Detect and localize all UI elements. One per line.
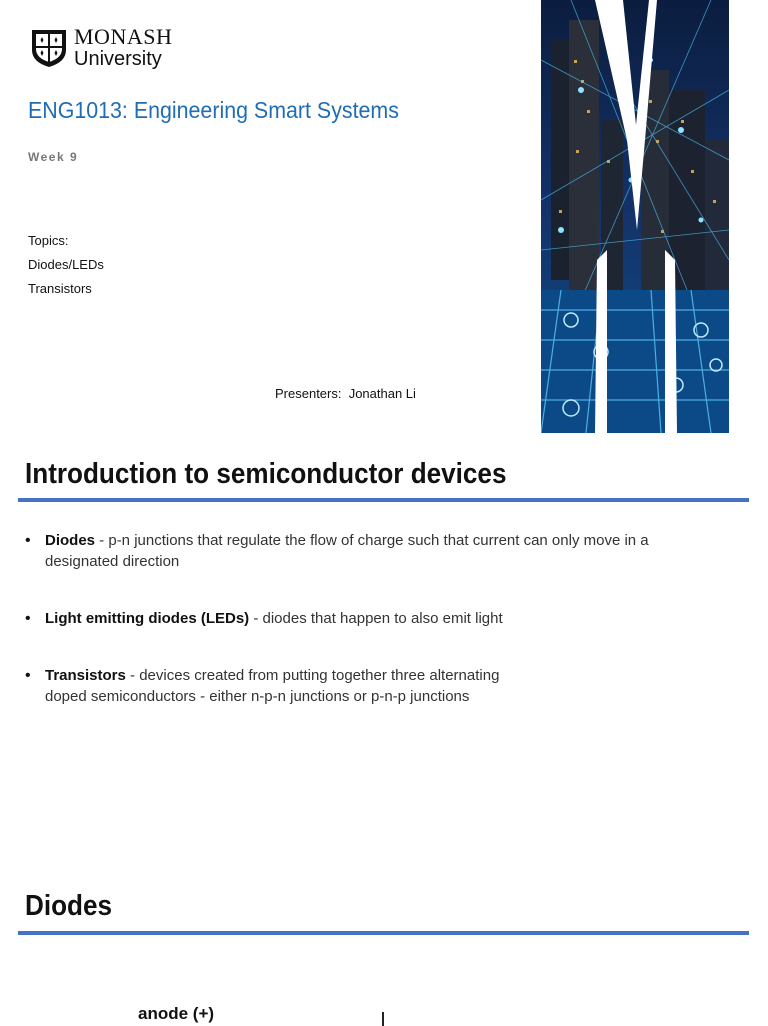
bullet-dot-icon: • [25,610,31,627]
logo-subtitle: University [74,48,162,70]
bullet-item [25,665,545,707]
monash-crest-icon [30,28,68,68]
bullet-text: - diodes that happen to also emit light [249,610,503,627]
course-title: ENG1013: Engineering Smart Systems [28,97,399,123]
bullet-term: Transistors [45,667,126,684]
presenters-line: Presenters: Jonathan Li [275,386,416,401]
smart-city-hero-image [541,0,729,433]
diodes-section-title: Diodes [25,890,113,922]
bullet-item [25,530,725,572]
title-underline [18,498,749,502]
monash-logo [30,26,172,69]
topics-heading: Topics: [28,233,69,248]
logo-wordmark: MONASH [74,24,173,49]
intro-section-title: Introduction to semiconductor devices [25,458,507,490]
anode-label: anode (+) [138,1004,215,1023]
bullet-text: - devices created from putting together three alternating doped semiconductors - either n-p-n junctions or p-n-p junctions [45,667,500,705]
bullet-term: Diodes [45,532,96,549]
bullet-item [25,608,725,629]
week-label: Week 9 [28,150,79,164]
title-underline [18,931,749,935]
topic-item: Transistors [28,281,92,296]
bullet-dot-icon: • [25,667,31,684]
title-slide [0,0,768,440]
bullet-dot-icon: • [25,532,31,549]
topic-item: Diodes/LEDs [28,257,104,272]
intro-bullet-list [25,530,725,707]
bullet-term: Light emitting diodes (LEDs) [45,610,250,627]
bullet-text: - p-n junctions that regulate the flow of charge such that current can only move in a designated direction [45,532,649,570]
topics-list [28,233,104,305]
